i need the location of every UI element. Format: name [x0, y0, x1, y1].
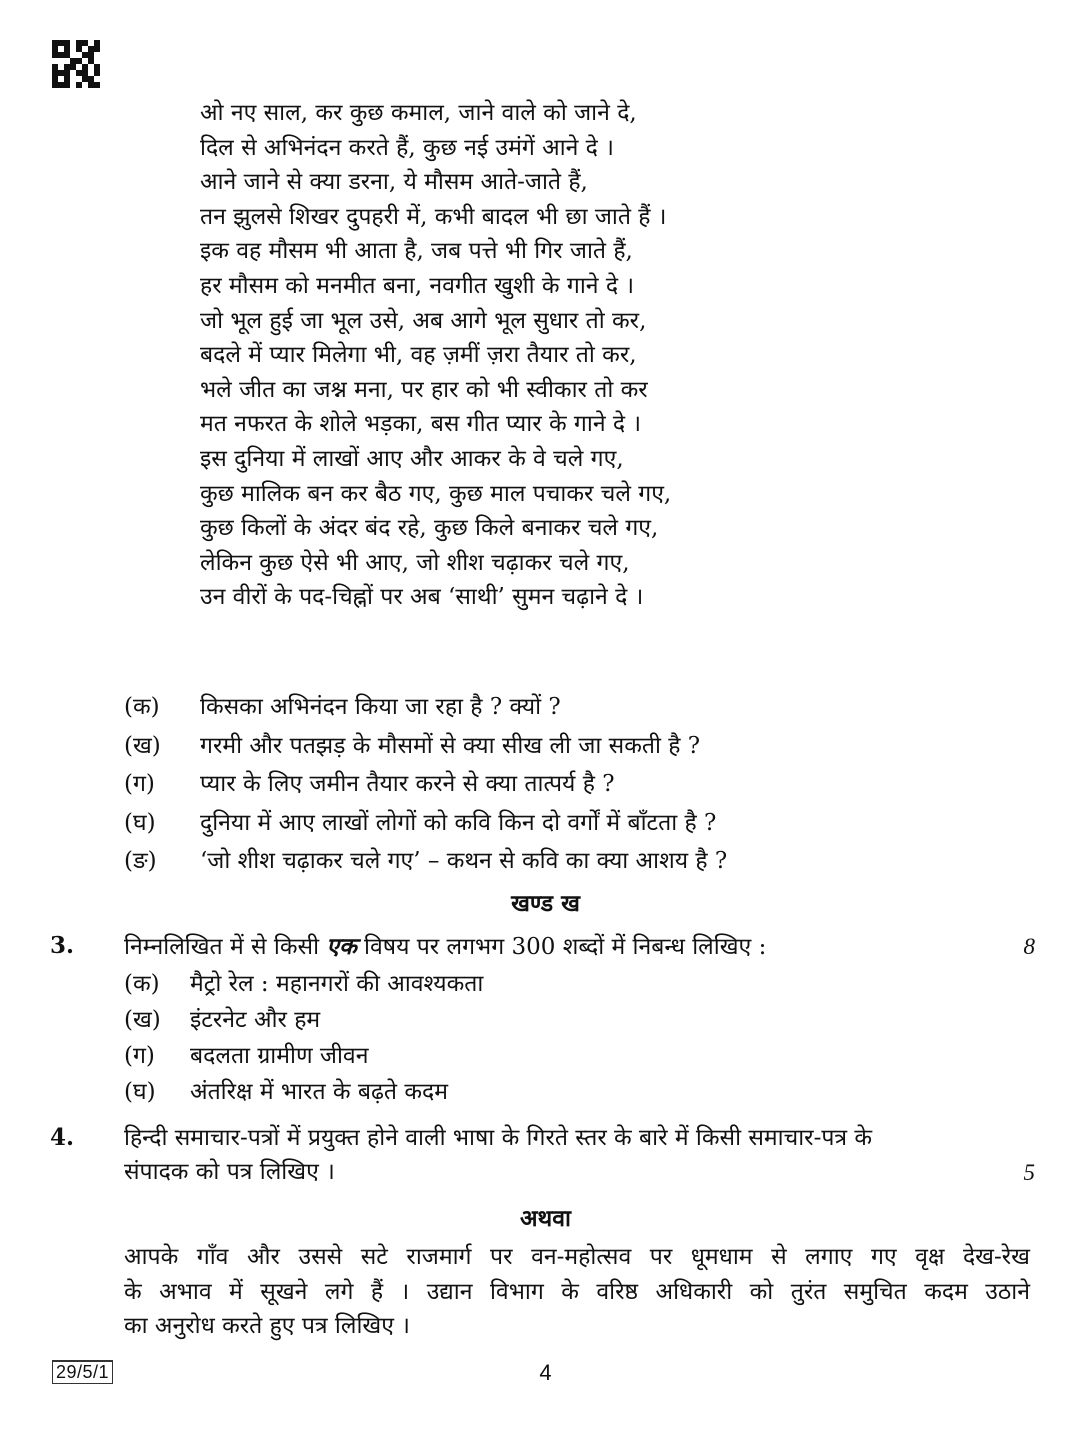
question-4-line: संपादक को पत्र लिखिए । — [124, 1159, 335, 1185]
section-heading: खण्ड ख — [511, 890, 580, 917]
option-item — [124, 1002, 824, 1038]
option-item — [124, 966, 824, 1002]
question-3-text — [124, 930, 1014, 964]
question-item — [124, 727, 924, 766]
option-label: (क) — [124, 971, 160, 997]
question-text: ‘जो शीश चढ़ाकर चले गए’ – कथन से कवि का क्या आशय है ? — [200, 848, 728, 874]
paragraph-line: का अनुरोध करते हुए पत्र लिखिए । — [124, 1313, 410, 1339]
question-text: किसका अभिनंदन किया जा रहा है ? क्यों ? — [200, 694, 561, 720]
poem-line: ओ नए साल, कर कुछ कमाल, जाने वाले को जाने दे, — [200, 100, 637, 126]
poem-line: दिल से अभिनंदन करते हैं, कुछ नई उमंगें आने दे । — [200, 134, 614, 161]
comprehension-questions — [124, 688, 924, 881]
option-label: (ग) — [124, 1043, 155, 1069]
poem-line: बदले में प्यार मिलेगा भी, वह ज़मीं ज़रा तैयार तो कर, — [200, 342, 637, 369]
option-label: (ख) — [124, 1007, 161, 1033]
question-item — [124, 688, 924, 727]
question-3-text-end: विषय पर लगभग 300 शब्दों में निबन्ध लिखिए : — [364, 934, 767, 960]
poem-line: तन झुलसे शिखर दुपहरी में, कभी बादल भी छा जाते हैं । — [200, 203, 667, 230]
poem-line: मत नफरत के शोले भड़का, बस गीत प्यार के गाने दे । — [200, 411, 642, 438]
poem-line: इक वह मौसम भी आता है, जब पत्ते भी गिर जाते हैं, — [200, 238, 633, 265]
question-item — [124, 804, 924, 843]
question-label: (घ) — [124, 809, 156, 836]
option-text: बदलता ग्रामीण जीवन — [190, 1043, 369, 1069]
qr-code-icon — [52, 40, 100, 88]
poem-line: इस दुनिया में लाखों आए और आकर के वे चले गए, — [200, 445, 624, 472]
alternative-question — [124, 1240, 1030, 1344]
marks-value: 8 — [1023, 934, 1035, 959]
question-text: दुनिया में आए लाखों लोगों को कवि किन दो वर्गों में बाँटता है ? — [200, 809, 717, 836]
page-number: 4 — [539, 1360, 552, 1385]
question-label: (ङ) — [124, 848, 157, 874]
essay-options — [124, 966, 824, 1110]
paragraph-line: के अभाव में सूखने लगे हैं । उद्यान विभाग के वरिष्ठ अधिकारी को तुरंत समुचित कदम उठाने — [124, 1278, 1030, 1305]
option-item — [124, 1038, 824, 1074]
question-item — [124, 765, 924, 804]
question-text: प्यार के लिए जमीन तैयार करने से क्या तात्पर्य है ? — [200, 771, 615, 797]
question-4-text — [124, 1121, 1030, 1189]
option-text: मैट्रो रेल : महानगरों की आवश्यकता — [190, 971, 484, 997]
question-3-emphasis: एक — [326, 933, 357, 960]
option-item — [124, 1074, 824, 1110]
question-3-text-start: निम्नलिखित में से किसी — [124, 934, 320, 960]
paper-code: 29/5/1 — [52, 1360, 113, 1384]
question-label: (ग) — [124, 771, 155, 797]
poem-line: उन वीरों के पद-चिह्नों पर अब ‘साथी’ सुमन चढ़ाने दे । — [200, 584, 644, 611]
poem-line: हर मौसम को मनमीत बना, नवगीत खुशी के गाने दे । — [200, 272, 635, 299]
question-4-line: हिन्दी समाचार-पत्रों में प्रयुक्त होने वाली भाषा के गिरते स्तर के बारे में किसी समाचार-पत्र के — [124, 1125, 873, 1151]
or-heading: अथवा — [519, 1205, 571, 1232]
question-number: 4. — [50, 1124, 75, 1151]
option-text: इंटरनेट और हम — [190, 1007, 321, 1033]
paragraph-line: आपके गाँव और उससे सटे राजमार्ग पर वन-महोत्सव पर धूमधाम से लगाए गए वृक्ष देख-रेख — [124, 1244, 1030, 1270]
poem-line: कुछ किलों के अंदर बंद रहे, कुछ किले बनाकर चले गए, — [200, 515, 659, 542]
question-label: (क) — [124, 694, 160, 720]
marks-value: 5 — [1023, 1160, 1035, 1185]
question-text: गरमी और पतझड़ के मौसमों से क्या सीख ली जा सकती है ? — [200, 732, 701, 759]
poem-line: भले जीत का जश्न मना, पर हार को भी स्वीकार तो कर — [200, 376, 648, 403]
option-text: अंतरिक्ष में भारत के बढ़ते कदम — [190, 1079, 448, 1105]
question-label: (ख) — [124, 732, 161, 759]
poem-line: कुछ मालिक बन कर बैठ गए, कुछ माल पचाकर चले गए, — [200, 480, 672, 507]
question-item — [124, 842, 924, 881]
option-label: (घ) — [124, 1079, 156, 1105]
poem-line: लेकिन कुछ ऐसे भी आए, जो शीश चढ़ाकर चले गए, — [200, 549, 630, 576]
poem-line: जो भूल हुई जा भूल उसे, अब आगे भूल सुधार तो कर, — [200, 307, 647, 334]
poem-passage — [200, 96, 840, 615]
question-number: 3. — [50, 932, 75, 959]
poem-line: आने जाने से क्या डरना, ये मौसम आते-जाते हैं, — [200, 169, 588, 196]
